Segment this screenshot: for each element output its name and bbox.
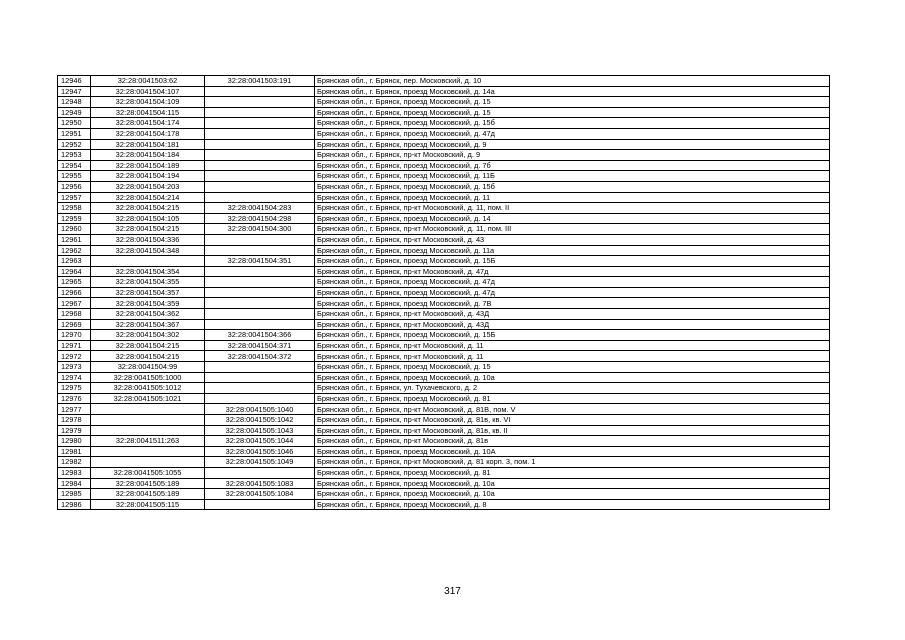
row-number-cell: 12983 — [58, 467, 91, 478]
table-row — [58, 383, 830, 394]
address-cell: Брянская обл., г. Брянск, пр-кт Московский, д. 11 — [315, 351, 830, 362]
object-cadastral-number-cell — [205, 97, 315, 108]
row-number-cell: 12984 — [58, 478, 91, 489]
address-cell: Брянская обл., г. Брянск, проезд Московский, д. 11а — [315, 245, 830, 256]
object-cadastral-number-cell: 32:28:0041505:1040 — [205, 404, 315, 415]
table-row — [58, 340, 830, 351]
address-cell: Брянская обл., г. Брянск, проезд Московский, д. 15б — [315, 118, 830, 129]
row-number-cell: 12949 — [58, 107, 91, 118]
table-row — [58, 499, 830, 510]
row-number-cell: 12982 — [58, 457, 91, 468]
land-cadastral-number-cell — [91, 425, 205, 436]
row-number-cell: 12964 — [58, 266, 91, 277]
address-cell: Брянская обл., г. Брянск, проезд Московский, д. 15 — [315, 362, 830, 373]
row-number-cell: 12963 — [58, 256, 91, 267]
table-row — [58, 245, 830, 256]
object-cadastral-number-cell — [205, 181, 315, 192]
land-cadastral-number-cell: 32:28:0041504:348 — [91, 245, 205, 256]
address-cell: Брянская обл., г. Брянск, пр-кт Московский, д. 11 — [315, 340, 830, 351]
table-row — [58, 139, 830, 150]
land-cadastral-number-cell: 32:28:0041505:1055 — [91, 467, 205, 478]
row-number-cell: 12971 — [58, 340, 91, 351]
address-cell: Брянская обл., г. Брянск, пр-кт Московский, д. 81в, кв. VI — [315, 415, 830, 426]
row-number-cell: 12976 — [58, 393, 91, 404]
object-cadastral-number-cell — [205, 118, 315, 129]
address-cell: Брянская обл., г. Брянск, проезд Московский, д. 15б — [315, 181, 830, 192]
table-row — [58, 171, 830, 182]
address-cell: Брянская обл., г. Брянск, пр-кт Московский, д. 11, пом. III — [315, 224, 830, 235]
row-number-cell: 12960 — [58, 224, 91, 235]
row-number-cell: 12967 — [58, 298, 91, 309]
land-cadastral-number-cell: 32:28:0041504:336 — [91, 234, 205, 245]
land-cadastral-number-cell: 32:28:0041505:189 — [91, 478, 205, 489]
object-cadastral-number-cell — [205, 277, 315, 288]
table-row — [58, 372, 830, 383]
table-row — [58, 489, 830, 500]
land-cadastral-number-cell: 32:28:0041504:203 — [91, 181, 205, 192]
address-cell: Брянская обл., г. Брянск, пр-кт Московский, д. 47д — [315, 266, 830, 277]
object-cadastral-number-cell — [205, 128, 315, 139]
row-number-cell: 12961 — [58, 234, 91, 245]
address-cell: Брянская обл., г. Брянск, ул. Тухачевского, д. 2 — [315, 383, 830, 394]
row-number-cell: 12965 — [58, 277, 91, 288]
object-cadastral-number-cell: 32:28:0041504:351 — [205, 256, 315, 267]
row-number-cell: 12978 — [58, 415, 91, 426]
row-number-cell: 12974 — [58, 372, 91, 383]
address-cell: Брянская обл., г. Брянск, проезд Московский, д. 15Б — [315, 256, 830, 267]
land-cadastral-number-cell: 32:28:0041504:178 — [91, 128, 205, 139]
table-row — [58, 415, 830, 426]
object-cadastral-number-cell — [205, 160, 315, 171]
row-number-cell: 12954 — [58, 160, 91, 171]
land-cadastral-number-cell: 32:28:0041504:215 — [91, 340, 205, 351]
address-cell: Брянская обл., г. Брянск, пр-кт Московский, д. 81в, кв. II — [315, 425, 830, 436]
row-number-cell: 12979 — [58, 425, 91, 436]
row-number-cell: 12985 — [58, 489, 91, 500]
address-cell: Брянская обл., г. Брянск, проезд Московский, д. 9 — [315, 139, 830, 150]
row-number-cell: 12958 — [58, 203, 91, 214]
row-number-cell: 12957 — [58, 192, 91, 203]
table-row — [58, 478, 830, 489]
row-number-cell: 12972 — [58, 351, 91, 362]
land-cadastral-number-cell: 32:28:0041504:359 — [91, 298, 205, 309]
land-cadastral-number-cell: 32:28:0041504:362 — [91, 309, 205, 320]
row-number-cell: 12951 — [58, 128, 91, 139]
row-number-cell: 12969 — [58, 319, 91, 330]
object-cadastral-number-cell: 32:28:0041504:372 — [205, 351, 315, 362]
land-cadastral-number-cell: 32:28:0041505:189 — [91, 489, 205, 500]
object-cadastral-number-cell: 32:28:0041505:1043 — [205, 425, 315, 436]
object-cadastral-number-cell: 32:28:0041505:1042 — [205, 415, 315, 426]
land-cadastral-number-cell: 32:28:0041504:367 — [91, 319, 205, 330]
table-row — [58, 224, 830, 235]
object-cadastral-number-cell — [205, 383, 315, 394]
object-cadastral-number-cell: 32:28:0041505:1046 — [205, 446, 315, 457]
table-row — [58, 393, 830, 404]
row-number-cell: 12968 — [58, 309, 91, 320]
address-cell: Брянская обл., г. Брянск, пер. Московский, д. 10 — [315, 76, 830, 87]
table-row — [58, 277, 830, 288]
address-cell: Брянская обл., г. Брянск, проезд Московский, д. 10а — [315, 489, 830, 500]
land-cadastral-number-cell: 32:28:0041504:174 — [91, 118, 205, 129]
address-cell: Брянская обл., г. Брянск, пр-кт Московский, д. 81В, пом. V — [315, 404, 830, 415]
table-row — [58, 467, 830, 478]
address-cell: Брянская обл., г. Брянск, пр-кт Московский, д. 81 корп. 3, пом. 1 — [315, 457, 830, 468]
object-cadastral-number-cell — [205, 150, 315, 161]
object-cadastral-number-cell — [205, 107, 315, 118]
object-cadastral-number-cell — [205, 362, 315, 373]
land-cadastral-number-cell: 32:28:0041505:1021 — [91, 393, 205, 404]
row-number-cell: 12970 — [58, 330, 91, 341]
object-cadastral-number-cell — [205, 319, 315, 330]
row-number-cell: 12955 — [58, 171, 91, 182]
row-number-cell: 12981 — [58, 446, 91, 457]
address-cell: Брянская обл., г. Брянск, проезд Московский, д. 11 — [315, 192, 830, 203]
address-cell: Брянская обл., г. Брянск, проезд Московский, д. 10а — [315, 478, 830, 489]
land-cadastral-number-cell: 32:28:0041504:214 — [91, 192, 205, 203]
object-cadastral-number-cell: 32:28:0041504:283 — [205, 203, 315, 214]
address-cell: Брянская обл., г. Брянск, проезд Московский, д. 10А — [315, 446, 830, 457]
table-row — [58, 97, 830, 108]
table-row — [58, 404, 830, 415]
address-cell: Брянская обл., г. Брянск, проезд Московский, д. 47д — [315, 128, 830, 139]
land-cadastral-number-cell: 32:28:0041504:354 — [91, 266, 205, 277]
land-cadastral-number-cell: 32:28:0041504:215 — [91, 351, 205, 362]
table-row — [58, 181, 830, 192]
land-cadastral-number-cell: 32:28:0041504:215 — [91, 224, 205, 235]
table-row — [58, 298, 830, 309]
address-cell: Брянская обл., г. Брянск, проезд Московский, д. 81 — [315, 467, 830, 478]
land-cadastral-number-cell — [91, 415, 205, 426]
object-cadastral-number-cell — [205, 234, 315, 245]
address-cell: Брянская обл., г. Брянск, пр-кт Московский, д. 11, пом. II — [315, 203, 830, 214]
land-cadastral-number-cell: 32:28:0041504:184 — [91, 150, 205, 161]
object-cadastral-number-cell: 32:28:0041505:1044 — [205, 436, 315, 447]
address-cell: Брянская обл., г. Брянск, проезд Московский, д. 15Б — [315, 330, 830, 341]
address-cell: Брянская обл., г. Брянск, проезд Московский, д. 15 — [315, 107, 830, 118]
address-cell: Брянская обл., г. Брянск, проезд Московский, д. 11Б — [315, 171, 830, 182]
page-number: 317 — [444, 586, 461, 597]
table-row — [58, 330, 830, 341]
object-cadastral-number-cell — [205, 266, 315, 277]
address-cell: Брянская обл., г. Брянск, проезд Московский, д. 81 — [315, 393, 830, 404]
table-row — [58, 203, 830, 214]
object-cadastral-number-cell — [205, 499, 315, 510]
row-number-cell: 12948 — [58, 97, 91, 108]
address-cell: Брянская обл., г. Брянск, пр-кт Московский, д. 81в — [315, 436, 830, 447]
land-cadastral-number-cell: 32:28:0041504:189 — [91, 160, 205, 171]
land-cadastral-number-cell — [91, 446, 205, 457]
table-row — [58, 107, 830, 118]
object-cadastral-number-cell: 32:28:0041505:1049 — [205, 457, 315, 468]
table-row — [58, 86, 830, 97]
object-cadastral-number-cell: 32:28:0041504:298 — [205, 213, 315, 224]
land-cadastral-number-cell — [91, 256, 205, 267]
row-number-cell: 12952 — [58, 139, 91, 150]
table-row — [58, 256, 830, 267]
row-number-cell: 12973 — [58, 362, 91, 373]
object-cadastral-number-cell: 32:28:0041505:1084 — [205, 489, 315, 500]
land-cadastral-number-cell: 32:28:0041504:215 — [91, 203, 205, 214]
land-cadastral-number-cell: 32:28:0041504:99 — [91, 362, 205, 373]
table-row — [58, 309, 830, 320]
table-row — [58, 213, 830, 224]
table-row — [58, 457, 830, 468]
address-cell: Брянская обл., г. Брянск, проезд Московский, д. 15 — [315, 97, 830, 108]
row-number-cell: 12980 — [58, 436, 91, 447]
object-cadastral-number-cell: 32:28:0041504:366 — [205, 330, 315, 341]
object-cadastral-number-cell — [205, 467, 315, 478]
land-cadastral-number-cell: 32:28:0041504:302 — [91, 330, 205, 341]
land-cadastral-number-cell — [91, 457, 205, 468]
object-cadastral-number-cell — [205, 245, 315, 256]
object-cadastral-number-cell: 32:28:0041505:1083 — [205, 478, 315, 489]
table-row — [58, 425, 830, 436]
table-row — [58, 192, 830, 203]
row-number-cell: 12959 — [58, 213, 91, 224]
land-cadastral-number-cell: 32:28:0041504:115 — [91, 107, 205, 118]
row-number-cell: 12947 — [58, 86, 91, 97]
address-cell: Брянская обл., г. Брянск, пр-кт Московский, д. 43Д — [315, 319, 830, 330]
land-cadastral-number-cell: 32:28:0041503:62 — [91, 76, 205, 87]
land-cadastral-number-cell: 32:28:0041504:194 — [91, 171, 205, 182]
table-row — [58, 362, 830, 373]
object-cadastral-number-cell — [205, 192, 315, 203]
address-cell: Брянская обл., г. Брянск, пр-кт Московский, д. 43 — [315, 234, 830, 245]
land-cadastral-number-cell: 32:28:0041504:105 — [91, 213, 205, 224]
row-number-cell: 12975 — [58, 383, 91, 394]
row-number-cell: 12962 — [58, 245, 91, 256]
land-cadastral-number-cell — [91, 404, 205, 415]
table-row — [58, 76, 830, 87]
object-cadastral-number-cell: 32:28:0041503:191 — [205, 76, 315, 87]
land-cadastral-number-cell: 32:28:0041504:109 — [91, 97, 205, 108]
land-cadastral-number-cell: 32:28:0041504:181 — [91, 139, 205, 150]
registry-table — [57, 75, 830, 510]
row-number-cell: 12977 — [58, 404, 91, 415]
table-row — [58, 150, 830, 161]
table-row — [58, 128, 830, 139]
address-cell: Брянская обл., г. Брянск, пр-кт Московский, д. 43Д — [315, 309, 830, 320]
object-cadastral-number-cell — [205, 393, 315, 404]
row-number-cell: 12950 — [58, 118, 91, 129]
table-row — [58, 118, 830, 129]
address-cell: Брянская обл., г. Брянск, проезд Московский, д. 14 — [315, 213, 830, 224]
table-row — [58, 446, 830, 457]
table-row — [58, 287, 830, 298]
row-number-cell: 12986 — [58, 499, 91, 510]
table-row — [58, 436, 830, 447]
object-cadastral-number-cell — [205, 372, 315, 383]
land-cadastral-number-cell: 32:28:0041504:107 — [91, 86, 205, 97]
table-row — [58, 319, 830, 330]
table-row — [58, 234, 830, 245]
table-row — [58, 160, 830, 171]
address-cell: Брянская обл., г. Брянск, проезд Московский, д. 7В — [315, 298, 830, 309]
registry-table-body — [58, 76, 830, 510]
address-cell: Брянская обл., г. Брянск, проезд Московский, д. 7б — [315, 160, 830, 171]
land-cadastral-number-cell: 32:28:0041505:1012 — [91, 383, 205, 394]
object-cadastral-number-cell: 32:28:0041504:371 — [205, 340, 315, 351]
row-number-cell: 12953 — [58, 150, 91, 161]
address-cell: Брянская обл., г. Брянск, проезд Московский, д. 10а — [315, 372, 830, 383]
row-number-cell: 12956 — [58, 181, 91, 192]
address-cell: Брянская обл., г. Брянск, проезд Московский, д. 47д — [315, 287, 830, 298]
land-cadastral-number-cell: 32:28:0041511:263 — [91, 436, 205, 447]
object-cadastral-number-cell — [205, 86, 315, 97]
land-cadastral-number-cell: 32:28:0041505:1000 — [91, 372, 205, 383]
land-cadastral-number-cell: 32:28:0041504:357 — [91, 287, 205, 298]
address-cell: Брянская обл., г. Брянск, проезд Московский, д. 8 — [315, 499, 830, 510]
object-cadastral-number-cell — [205, 171, 315, 182]
address-cell: Брянская обл., г. Брянск, пр-кт Московский, д. 9 — [315, 150, 830, 161]
land-cadastral-number-cell: 32:28:0041504:355 — [91, 277, 205, 288]
address-cell: Брянская обл., г. Брянск, проезд Московский, д. 47д — [315, 277, 830, 288]
object-cadastral-number-cell — [205, 139, 315, 150]
object-cadastral-number-cell: 32:28:0041504:300 — [205, 224, 315, 235]
object-cadastral-number-cell — [205, 298, 315, 309]
table-row — [58, 351, 830, 362]
land-cadastral-number-cell: 32:28:0041505:115 — [91, 499, 205, 510]
object-cadastral-number-cell — [205, 309, 315, 320]
object-cadastral-number-cell — [205, 287, 315, 298]
row-number-cell: 12946 — [58, 76, 91, 87]
address-cell: Брянская обл., г. Брянск, проезд Московский, д. 14а — [315, 86, 830, 97]
row-number-cell: 12966 — [58, 287, 91, 298]
table-row — [58, 266, 830, 277]
